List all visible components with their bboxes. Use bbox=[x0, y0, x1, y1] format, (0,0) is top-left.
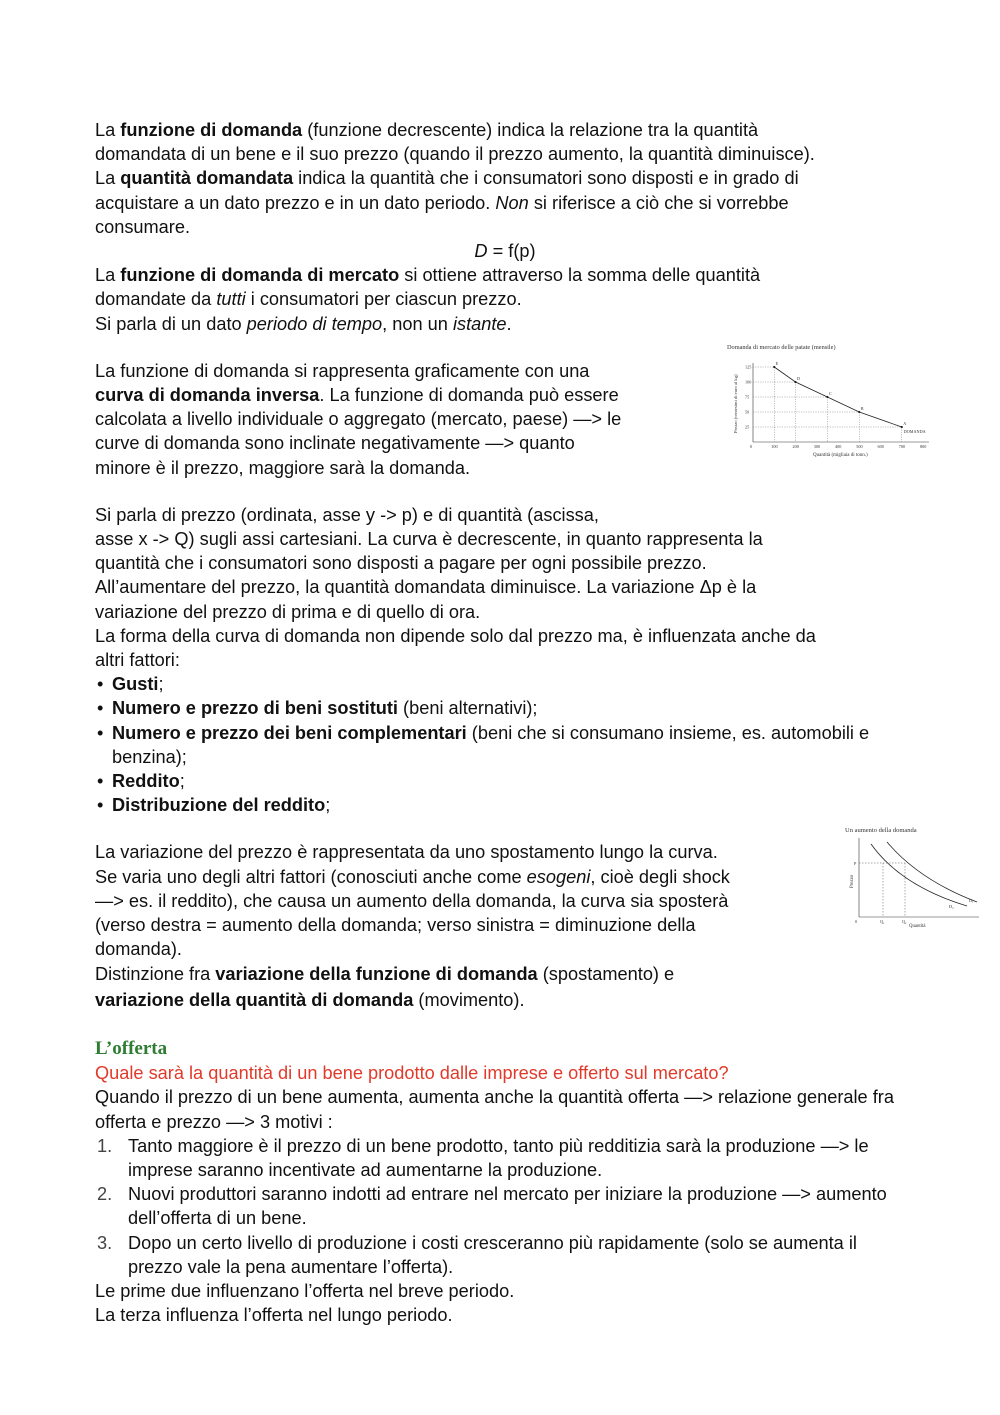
paragraph-demand-shift: La variazione del prezzo è rappresentata da uno spostamento lungo la curva. Se varia uno degli altri fattori (conosciuti anche come esogeni, cioè degli shock —> es. il reddito), che causa un aumento della domanda, la curva sia sposterà (verso destra = aumento della domanda; verso sinistra = diminuzione della domanda). bbox=[95, 842, 730, 960]
chart1-point-A bbox=[901, 426, 903, 428]
paragraph-axes: Si parla di prezzo (ordinata, asse y -> p) e di quantità (ascissa, asse x -> Q) sugli assi cartesiani. La curva è decrescente, in quanto rappresenta la quantità che i consumatori sono disposti a pagare per ogni possibile prezzo. All’aumentare del prezzo, la quantità domandata diminuisce. La variazione Δp è la variazione del prezzo di prima e di quello di ora. La forma della curva di domanda non dipende solo dal prezzo ma, è influenzata anche da altri fattori: bbox=[95, 504, 816, 671]
chart1-point-E bbox=[773, 366, 775, 368]
demand-increase-chart bbox=[843, 826, 983, 930]
chart1-x-tick: 300 bbox=[813, 443, 821, 449]
chart1-x-tick: 600 bbox=[877, 443, 884, 449]
chart2-q1-label: Q₁ bbox=[880, 919, 885, 925]
chart1-y-tick: 125 bbox=[745, 364, 752, 370]
chart2-ylabel: Prezzo bbox=[850, 875, 855, 889]
section-inverse-demand bbox=[95, 343, 927, 480]
list-item: • Numero e prezzo di beni sostituti (beni alternativi); bbox=[95, 696, 915, 720]
chart2-p-label: P bbox=[854, 861, 857, 867]
chart1-x-tick: 200 bbox=[792, 443, 799, 449]
document-page bbox=[95, 118, 974, 1327]
list-item: • Distribuzione del reddito; bbox=[95, 793, 915, 817]
chart1-point-label: D bbox=[797, 375, 801, 381]
paragraph-short-term: Le prime due influenzano l’offerta nel breve periodo. bbox=[95, 1280, 515, 1301]
chart1-x-tick: 700 bbox=[898, 443, 906, 449]
chart1-point-C bbox=[826, 396, 828, 398]
chart1-demand-curve bbox=[774, 367, 902, 427]
chart2-d1-label: D₂ bbox=[949, 904, 954, 910]
chart1-title: Domanda di mercato delle patate (mensile) bbox=[727, 343, 836, 351]
chart1-point-label: B bbox=[860, 405, 864, 411]
paragraph-inverse-demand: La funzione di domanda si rappresenta graficamente con una curva di domanda inversa. La funzione di domanda può essere calcolata a livello individuale o aggregato (mercato, paese) —> le curve di domanda sono inclinate negativamente —> quanto minore è il prezzo, maggiore sarà la domanda. bbox=[95, 360, 622, 478]
chart1-point-label: A bbox=[903, 420, 907, 426]
term-market-demand: funzione di domanda di mercato bbox=[120, 265, 400, 286]
potato-demand-chart bbox=[727, 343, 937, 459]
chart1-x-tick: 500 bbox=[856, 443, 863, 449]
chart1-y-tick: 100 bbox=[745, 379, 752, 385]
term-quantity-demanded: quantità domandata bbox=[120, 168, 294, 189]
reasons-list bbox=[95, 1134, 915, 1279]
chart1-point-B bbox=[858, 411, 860, 413]
chart1-ylabel: Prezzo (centesimi di euro al kg) bbox=[733, 374, 738, 433]
chart1-series-label: DOMANDA bbox=[903, 428, 926, 434]
section-demand-shift bbox=[95, 827, 974, 1011]
paragraph-market-demand: La funzione di domanda di mercato si ottiene attraverso la somma delle quantità domandate da tutti i consumatori per ciascun prezzo. Si parla di un dato periodo di tempo, non un istante. bbox=[95, 265, 761, 334]
chart1-y-tick: 75 bbox=[745, 394, 750, 400]
factors-list bbox=[95, 672, 915, 817]
chart1-y-tick: 25 bbox=[745, 424, 750, 430]
list-item: • Numero e prezzo dei beni complementari (beni che si consumano insieme, es. automobili e benzina); bbox=[95, 721, 915, 769]
chart1-x-tick: 800 bbox=[920, 443, 927, 449]
list-item: • Gusti; bbox=[95, 672, 915, 696]
list-item: 2. Nuovi produttori saranno indotti ad entrare nel mercato per iniziare la produzione —> aumento dell’offerta di un bene. bbox=[97, 1184, 887, 1229]
chart1-point-label: C bbox=[828, 390, 832, 396]
chart1-x-tick: 400 bbox=[835, 443, 842, 449]
section-title-offerta: L’offerta bbox=[95, 1037, 168, 1059]
chart2-q2-label: Q₂ bbox=[902, 919, 907, 925]
paragraph-distinction: Distinzione fra variazione della funzione di domanda (spostamento) e variazione della quantità di domanda (movimento). bbox=[95, 963, 675, 1010]
list-item: 1. Tanto maggiore è il prezzo di un bene prodotto, tanto più redditizia sarà la produzione —> le imprese saranno incentivate ad aumentarne la produzione. bbox=[97, 1135, 869, 1180]
chart1-x-tick: 0 bbox=[750, 443, 753, 449]
formula-demand: D = f(p) bbox=[474, 241, 536, 262]
chart2-origin-label: 0 bbox=[855, 919, 858, 925]
chart1-point-label: E bbox=[775, 360, 779, 366]
chart1-point-D bbox=[794, 381, 796, 383]
list-item: • Reddito; bbox=[95, 769, 915, 793]
term-inverse-demand-curve: curva di domanda inversa bbox=[95, 385, 320, 406]
chart2-xlabel: Quantità bbox=[909, 924, 926, 930]
section-question: Quale sarà la quantità di un bene prodotto dalle imprese e offerto sul mercato? bbox=[95, 1063, 729, 1084]
chart1-y-tick: 50 bbox=[745, 409, 750, 415]
chart1-x-tick: 100 bbox=[771, 443, 778, 449]
paragraph-offer-intro: Quando il prezzo di un bene aumenta, aumenta anche la quantità offerta —> relazione generale fra offerta e prezzo —> 3 motivi : bbox=[95, 1087, 894, 1132]
chart2-curve-d1 bbox=[871, 844, 967, 906]
chart2-d2-label: D₁ bbox=[969, 898, 974, 904]
chart1-xlabel: Quantità (migliaia di tonn.) bbox=[813, 452, 868, 458]
chart2-title: Un aumento della domanda bbox=[845, 827, 917, 835]
paragraph-long-term: La terza influenza l’offerta nel lungo periodo. bbox=[95, 1305, 453, 1326]
term-demand-function: funzione di domanda bbox=[120, 120, 303, 140]
paragraph-demand-function: La funzione di domanda (funzione decrescente) indica la relazione tra la quantità domandata di un bene e il suo prezzo (quando il prezzo aumento, la quantità diminuisce). La quantità domandata indica la quantità che i consumatori sono disposti e in grado di acquistare a un dato prezzo e in un dato periodo. Non si riferisce a ciò che si vorrebbe consumare. bbox=[95, 120, 815, 237]
list-item: 3. Dopo un certo livello di produzione i costi cresceranno più rapidamente (solo se aumenta il prezzo vale la pena aumentare l’offerta). bbox=[97, 1232, 857, 1277]
